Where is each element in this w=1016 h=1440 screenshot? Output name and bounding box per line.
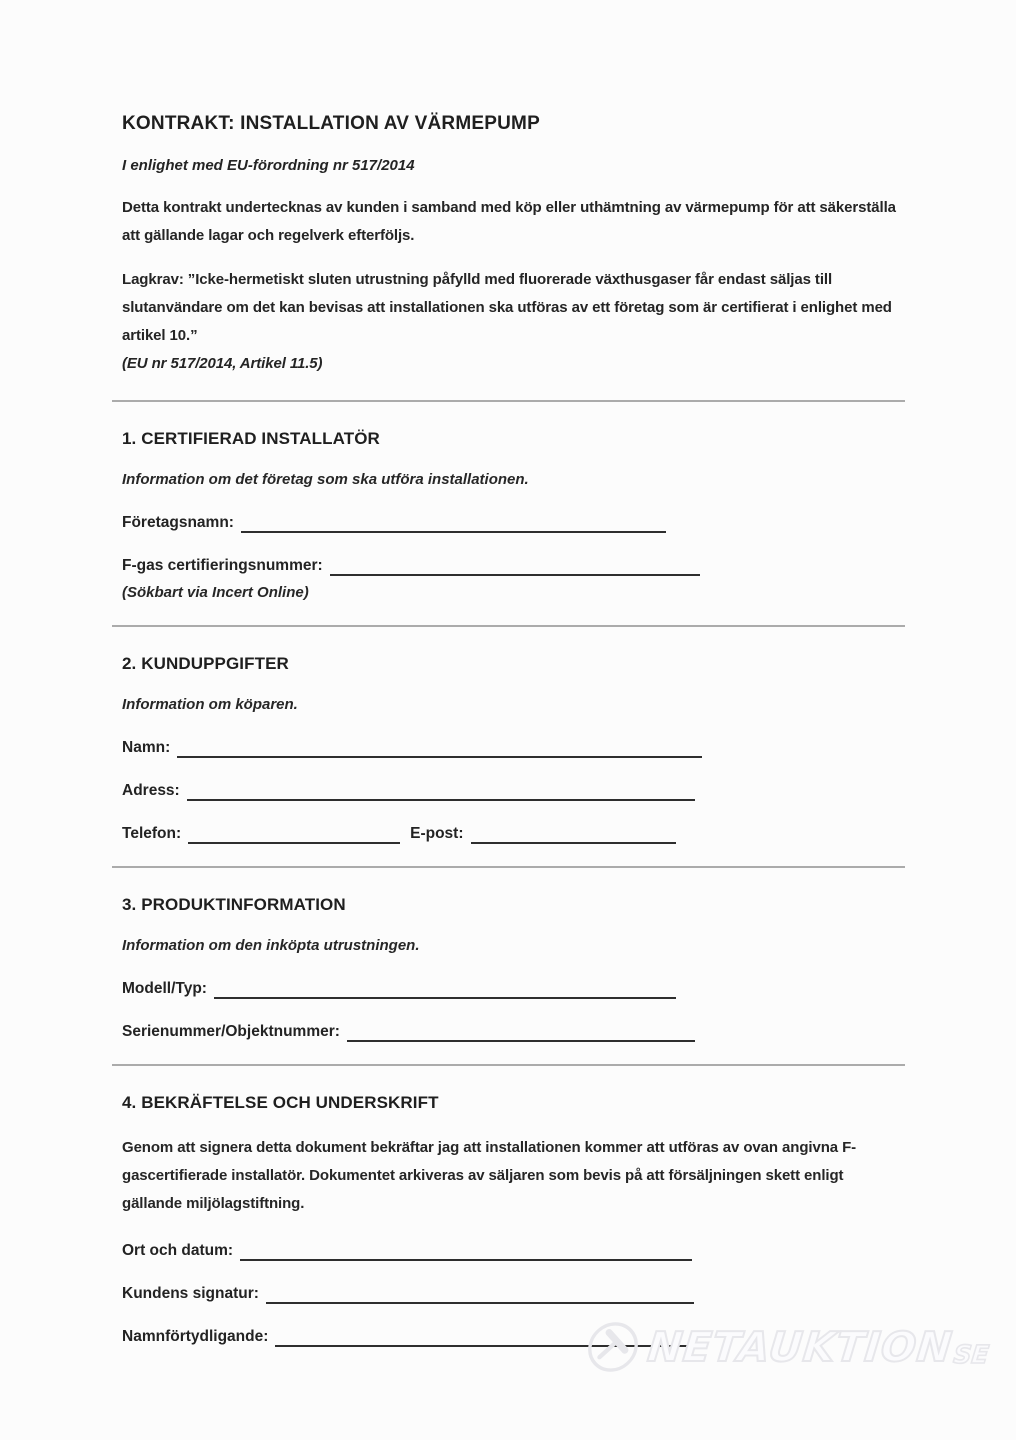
watermark-text [646,1324,992,1370]
field-email-blank-line [471,828,676,844]
field-customer-address-label: Adress: [122,782,180,799]
section-1-description: Information om det företag som ska utföra installationen. [122,471,529,488]
field-company-name-blank-line [241,517,666,533]
section-3-heading: 3. PRODUKTINFORMATION [122,895,346,914]
field-serial-number-blank-line [347,1026,695,1042]
document-subtitle: I enlighet med EU-förordning nr 517/2014 [122,157,415,174]
gavel-icon [584,1320,644,1374]
field-customer-name-blank-line [177,742,702,758]
section-divider [112,1064,905,1066]
field-fgas-cert-number [122,554,898,576]
field-place-date-label: Ort och datum: [122,1242,234,1259]
section-1-heading: 1. CERTIFIERAD INSTALLATÖR [122,429,380,448]
watermark-suffix: SE [952,1340,991,1369]
field-phone-blank-line [188,828,400,844]
section-confirmation-signature [122,1092,898,1347]
field-model-type [122,977,898,999]
field-customer-signature [122,1282,898,1304]
field-customer-address-blank-line [187,785,695,801]
legal-paragraph [122,266,898,378]
field-phone-email-row [122,822,898,844]
field-phone-label: Telefon: [122,825,182,842]
field-name-clarification-label: Namnförtydligande: [122,1328,269,1345]
section-2-description: Information om köparen. [122,696,298,713]
section-4-heading: 4. BEKRÄFTELSE OCH UNDERSKRIFT [122,1093,439,1112]
intro-paragraph: Detta kontrakt undertecknas av kunden i samband med köp eller uthämtning av värmepump för att säkerställa att gällande lagar och regelverk efterföljs. [122,199,896,244]
field-customer-address [122,779,898,801]
section-divider [112,400,905,402]
section-2-heading: 2. KUNDUPPGIFTER [122,654,289,673]
watermark-brand: NETAUKTION [645,1323,956,1371]
legal-reference: (EU nr 517/2014, Artikel 11.5) [122,355,323,372]
field-customer-name-label: Namn: [122,739,171,756]
field-customer-signature-blank-line [266,1288,694,1304]
field-model-type-label: Modell/Typ: [122,980,207,997]
section-divider [112,625,905,627]
section-customer-details [122,653,898,844]
confirmation-paragraph: Genom att signera detta dokument bekräftar jag att installationen kommer att utföras av ovan angivna F-gascertifierade installatör. Dokumentet arkiveras av säljaren som bevis på att försäljningen skett enligt gällande miljölagstiftning. [122,1139,857,1212]
field-fgas-cert-number-blank-line [330,560,700,576]
field-email-label: E-post: [410,825,464,842]
section-divider [112,866,905,868]
document-title: KONTRAKT: INSTALLATION AV VÄRMEPUMP [122,113,540,134]
field-company-name-label: Företagsnamn: [122,514,234,531]
field-place-date [122,1239,898,1261]
field-serial-number [122,1020,898,1042]
field-company-name [122,511,898,533]
section-certified-installer [122,428,898,603]
field-place-date-blank-line [240,1245,692,1261]
field-customer-name [122,736,898,758]
section-product-information [122,894,898,1042]
field-customer-signature-label: Kundens signatur: [122,1285,259,1302]
section-3-description: Information om den inköpta utrustningen. [122,937,420,954]
netauktion-watermark [584,1320,993,1374]
field-model-type-blank-line [214,983,676,999]
legal-quote-text: Lagkrav: ”Icke-hermetiskt sluten utrustning påfylld med fluorerade växthusgaser får endast säljas till slutanvändare om det kan bevisas att installationen ska utföras av ett företag som är certifierat i enlighet med artikel 10.” [122,271,892,344]
field-fgas-cert-number-label: F-gas certifieringsnummer: [122,557,323,574]
fgas-searchable-note: (Sökbart via Incert Online) [122,584,309,601]
field-serial-number-label: Serienummer/Objektnummer: [122,1023,340,1040]
